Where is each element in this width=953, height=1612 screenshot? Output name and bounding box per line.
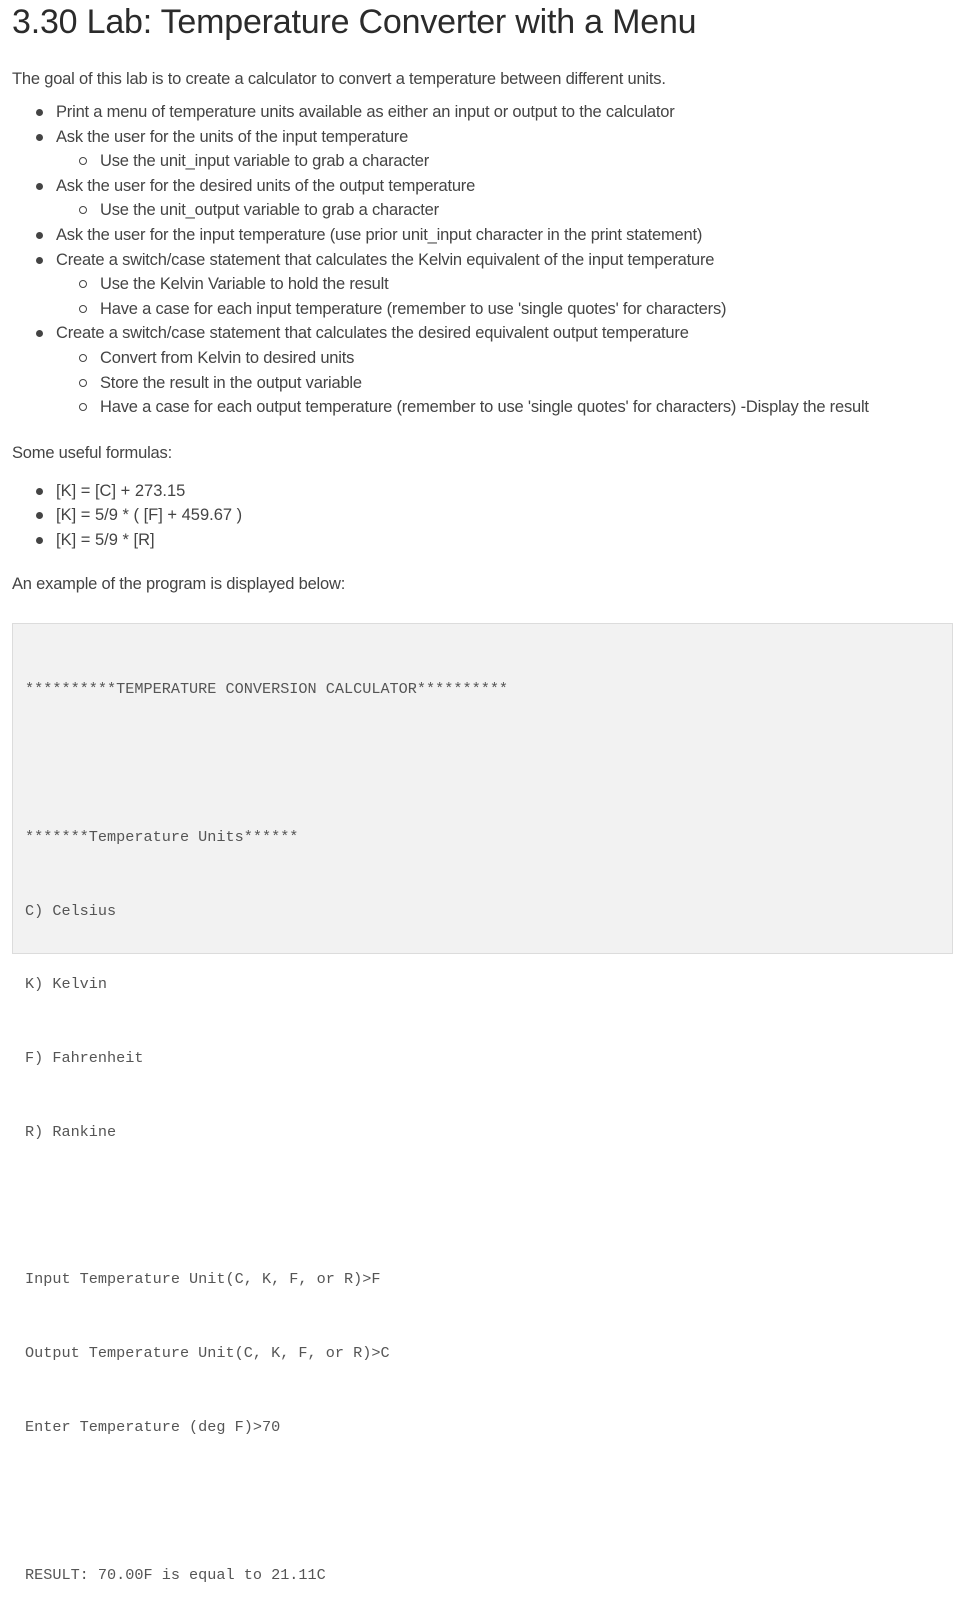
instruction-text: Ask the user for the units of the input temperature — [56, 127, 409, 146]
formula-item: [K] = 5/9 * [R] — [12, 528, 953, 553]
instruction-text: Create a switch/case statement that calculates the desired equivalent output temperature — [56, 324, 689, 343]
sub-instruction-list — [56, 149, 953, 174]
sub-instruction-item: Have a case for each input temperature (remember to use 'single quotes' for characters) — [56, 297, 953, 322]
intro-text: The goal of this lab is to create a calculator to convert a temperature between different units. — [12, 70, 666, 88]
instruction-item — [12, 321, 953, 419]
formula-list — [12, 479, 953, 553]
instruction-item — [12, 223, 953, 248]
instruction-item — [12, 125, 953, 174]
sub-instruction-item: Store the result in the output variable — [56, 371, 953, 396]
code-line: *******Temperature Units****** — [25, 827, 299, 846]
code-line: **********TEMPERATURE CONVERSION CALCULATOR********** — [25, 680, 509, 699]
sub-instruction-list — [56, 346, 953, 420]
instruction-item — [12, 248, 953, 322]
sub-instruction-list — [56, 198, 953, 223]
code-line: Output Temperature Unit(C, K, F, or R)>C — [25, 1344, 390, 1363]
code-line: C) Celsius — [25, 901, 117, 920]
example-output-block — [12, 623, 953, 1584]
sub-instruction-item: Use the unit_input variable to grab a character — [56, 149, 953, 174]
instruction-item — [12, 100, 953, 125]
code-line: K) Kelvin — [25, 975, 108, 994]
instruction-text: Ask the user for the input temperature (use prior unit_input character in the print statement) — [56, 225, 703, 244]
code-line — [25, 1194, 952, 1219]
page-title: 3.30 Lab: Temperature Converter with a Menu — [12, 3, 697, 41]
formula-item: [K] = [C] + 273.15 — [12, 479, 953, 504]
code-line: Enter Temperature (deg F)>70 — [25, 1418, 281, 1436]
code-line — [25, 751, 952, 776]
sub-instruction-item: Convert from Kelvin to desired units — [56, 346, 953, 371]
sub-instruction-item: Use the Kelvin Variable to hold the result — [56, 272, 953, 297]
code-line: Input Temperature Unit(C, K, F, or R)>F — [25, 1270, 381, 1289]
sub-instruction-item: Use the unit_output variable to grab a character — [56, 198, 953, 223]
formula-item: [K] = 5/9 * ( [F] + 459.67 ) — [12, 503, 953, 528]
instruction-text: Ask the user for the desired units of the output temperature — [56, 176, 476, 195]
code-line — [25, 1489, 952, 1514]
lab-document — [12, 0, 953, 595]
formulas-label: Some useful formulas: — [12, 443, 172, 462]
example-label: An example of the program is displayed below: — [12, 574, 346, 593]
code-line: RESULT: 70.00F is equal to 21.11C — [25, 1565, 326, 1584]
instruction-text: Create a switch/case statement that calculates the Kelvin equivalent of the input temperature — [56, 250, 715, 269]
instruction-list — [12, 100, 953, 420]
sub-instruction-list — [56, 272, 953, 321]
instruction-text: Print a menu of temperature units available as either an input or output to the calculator — [56, 103, 675, 121]
code-line: R) Rankine — [25, 1122, 117, 1141]
sub-instruction-item: Have a case for each output temperature (remember to use 'single quotes' for characters) -Display the result — [56, 395, 953, 420]
code-line: F) Fahrenheit — [25, 1049, 144, 1068]
instruction-item — [12, 174, 953, 223]
